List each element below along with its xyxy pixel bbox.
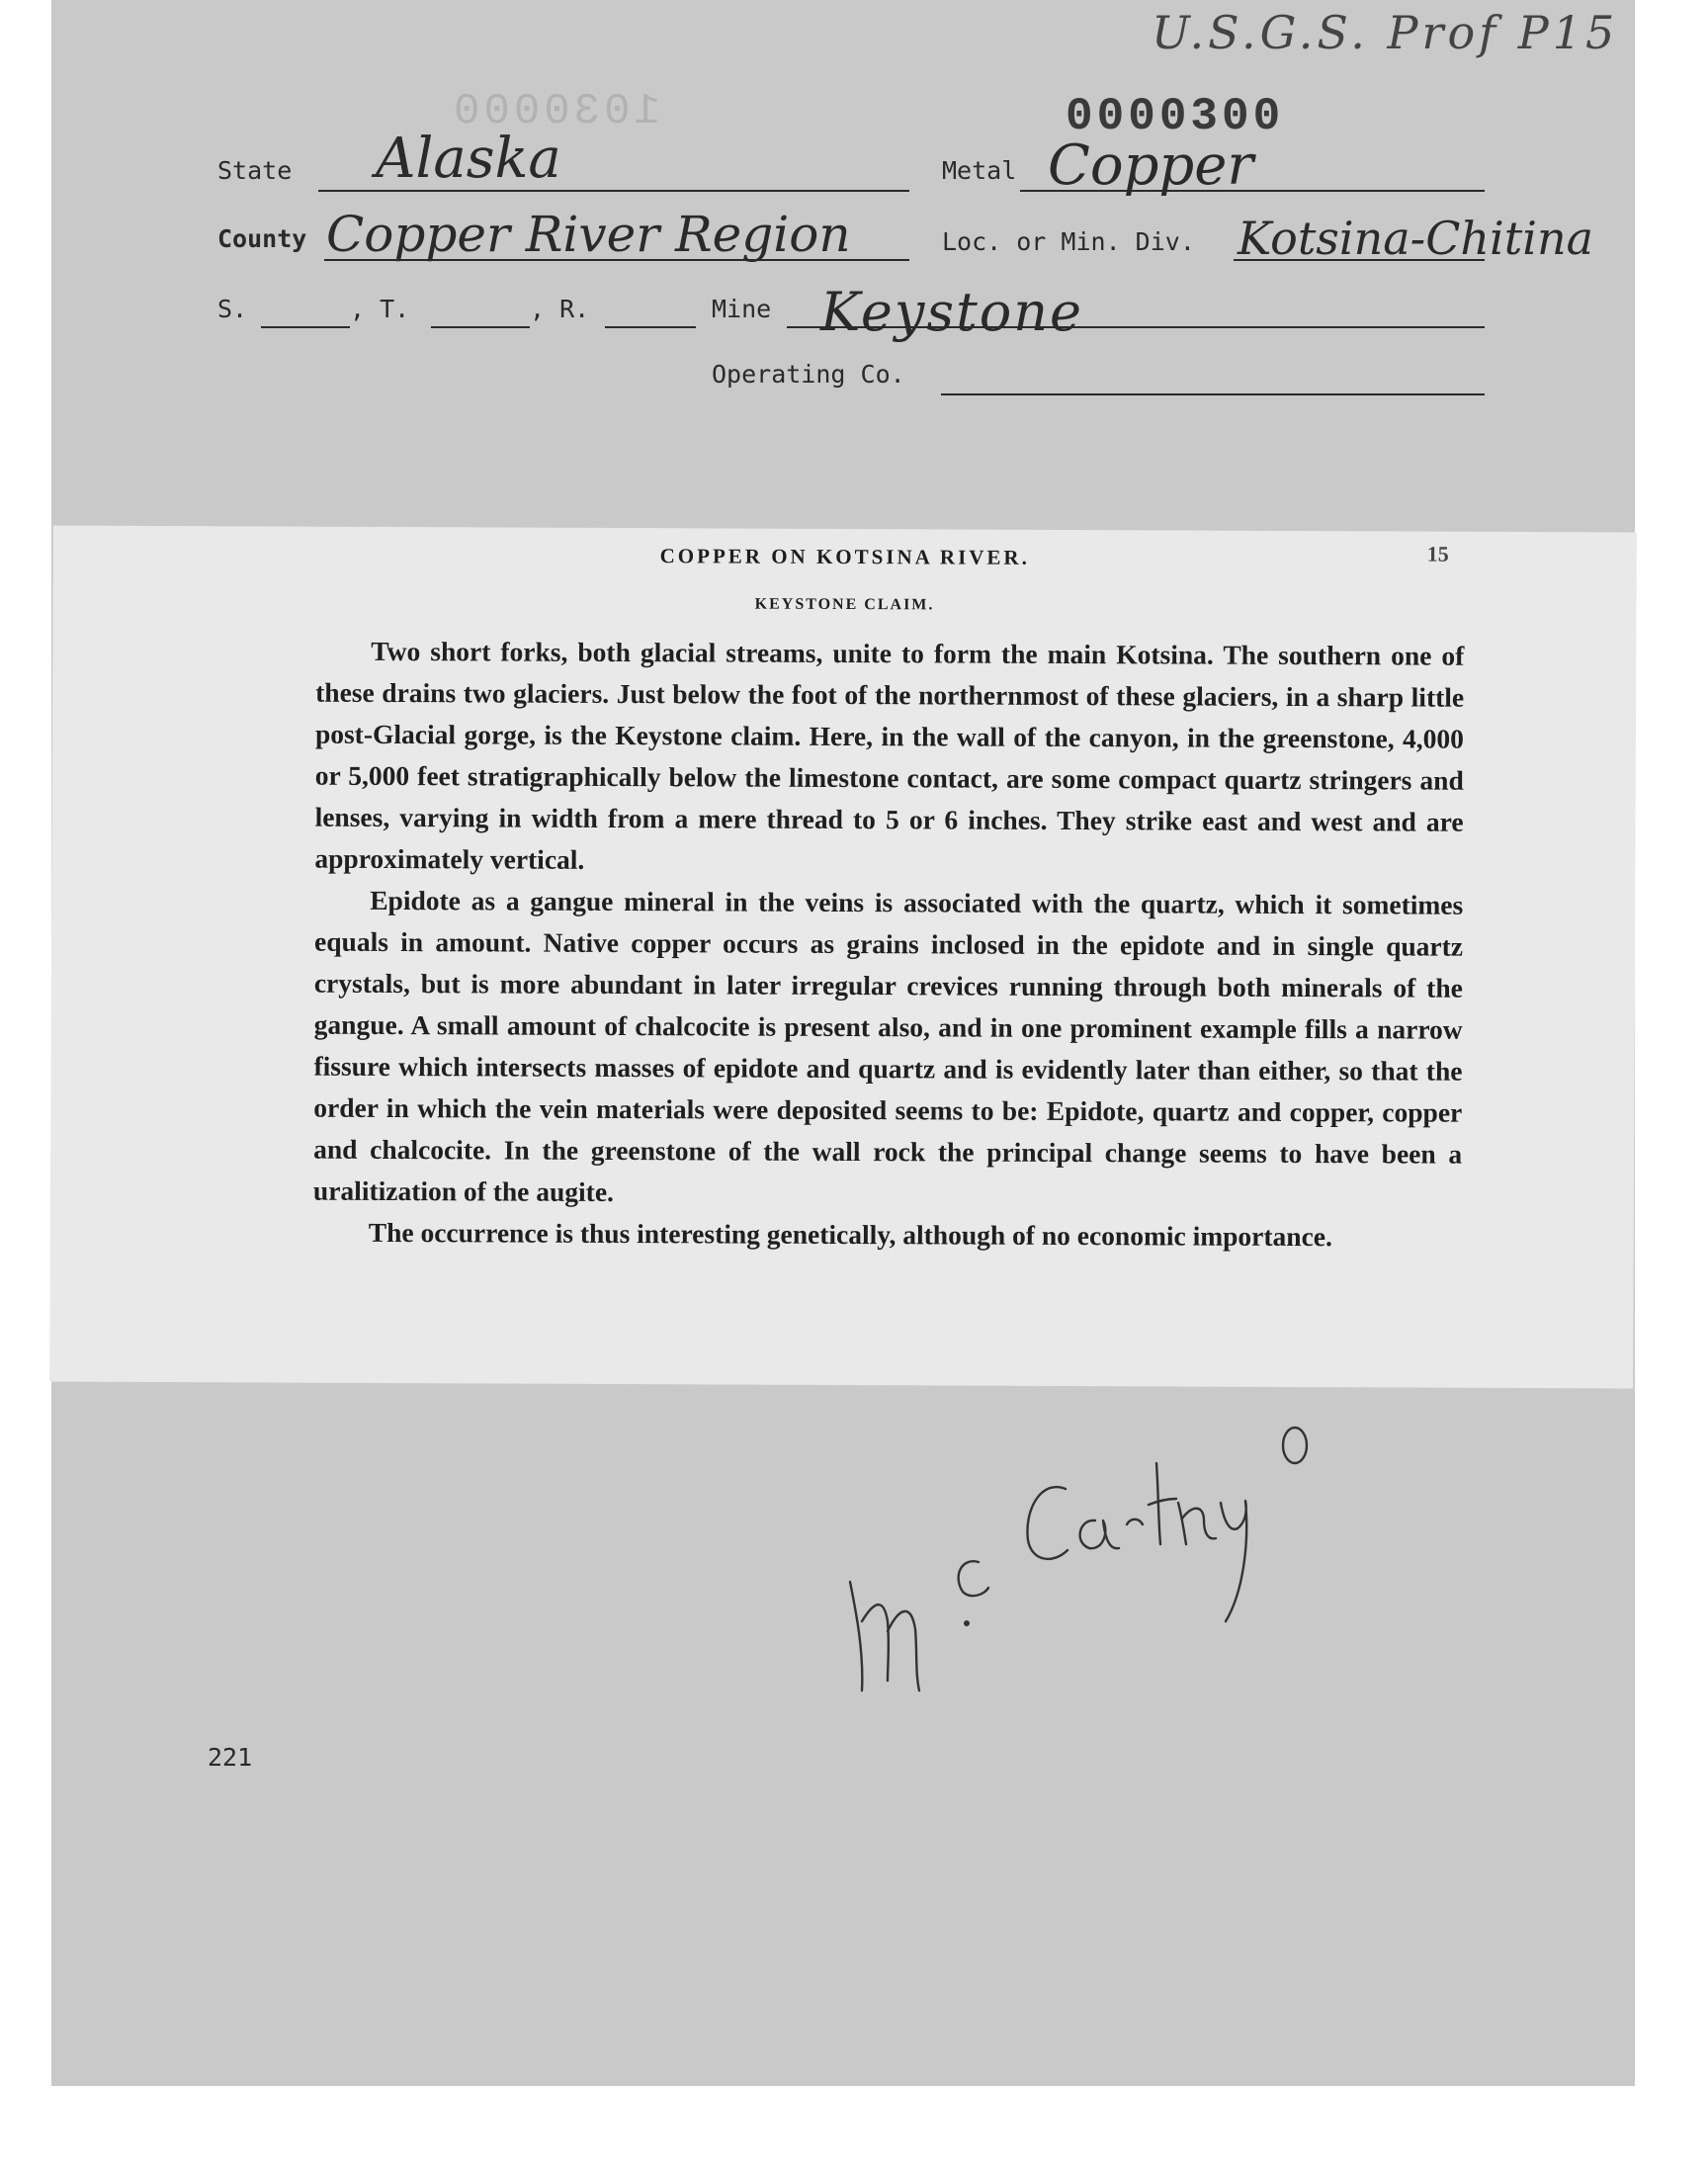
stamp-number: 0000300 [1066, 91, 1285, 142]
state-value: Alaska [376, 127, 561, 191]
paragraph-3: The occurrence is thus interesting genetically, although of no economic importance. [368, 1216, 1332, 1253]
section-label: S. [217, 295, 248, 323]
metal-label: Metal [942, 156, 1017, 185]
loc-value: Kotsina-Chitina [1238, 212, 1594, 265]
clipping-body [313, 631, 1465, 1259]
mine-value: Keystone [820, 281, 1084, 343]
township-label: , T. [350, 295, 410, 323]
section-subheading: KEYSTONE CLAIM. [754, 595, 935, 614]
handwritten-annotation: U.S.G.S. Prof P15 [1152, 6, 1619, 59]
clipping-page-number: 15 [1426, 541, 1449, 566]
handwritten-signature [830, 1394, 1324, 1730]
card-page-number: 221 [208, 1743, 253, 1772]
operating-co-label: Operating Co. [712, 360, 905, 389]
metal-value: Copper [1048, 133, 1254, 198]
paragraph-1: Two short forks, both glacial streams, unite to form the main Kotsina. The southern one of these drains two glaciers. Just below the foot of the northernmost of these glaciers, in a sharp little post-Glacial gorge, is the Keystone claim. Here, in the wall of the canyon, in the greenstone, 4,000 or 5,000 feet stratigraphically below the limestone contact, are some compact quartz stringers and lenses, varying in width from a mere thread to 5 or 6 inches. They strike east and west and are approximately vertical. [314, 635, 1465, 875]
loc-label: Loc. or Min. Div. [942, 227, 1195, 256]
state-label: State [217, 156, 293, 185]
county-value: Copper River Region [326, 206, 851, 263]
mine-label: Mine [712, 295, 772, 323]
running-head: COPPER ON KOTSINA RIVER. [659, 544, 1030, 569]
operating-co-line [941, 393, 1485, 395]
range-line [605, 326, 696, 328]
paragraph-2: Epidote as a gangue mineral in the veins is associated with the quartz, which it sometimes equals in amount. Native copper occurs as grains inclosed in the epidote and in single quartz crystals, but is more abundant in later irregular crevices running through both minerals of the gangue. A small amount of chalcocite is present also, and in one prominent example fills a narrow fissure which intersects masses of epidote and quartz and is evidently later than either, so that the order in which the vein materials were deposited seems to be: Epidote, quartz and copper, copper and chalcocite. In the greenstone of the wall rock the principal change seems to have been a uralitization of the augite. [312, 884, 1464, 1207]
section-line [261, 326, 350, 328]
ghost-stamp-number: 1030000 [450, 87, 660, 136]
range-label: , R. [530, 295, 590, 323]
pasted-clipping [49, 526, 1637, 1389]
county-label: County [217, 224, 307, 253]
township-line [431, 326, 530, 328]
